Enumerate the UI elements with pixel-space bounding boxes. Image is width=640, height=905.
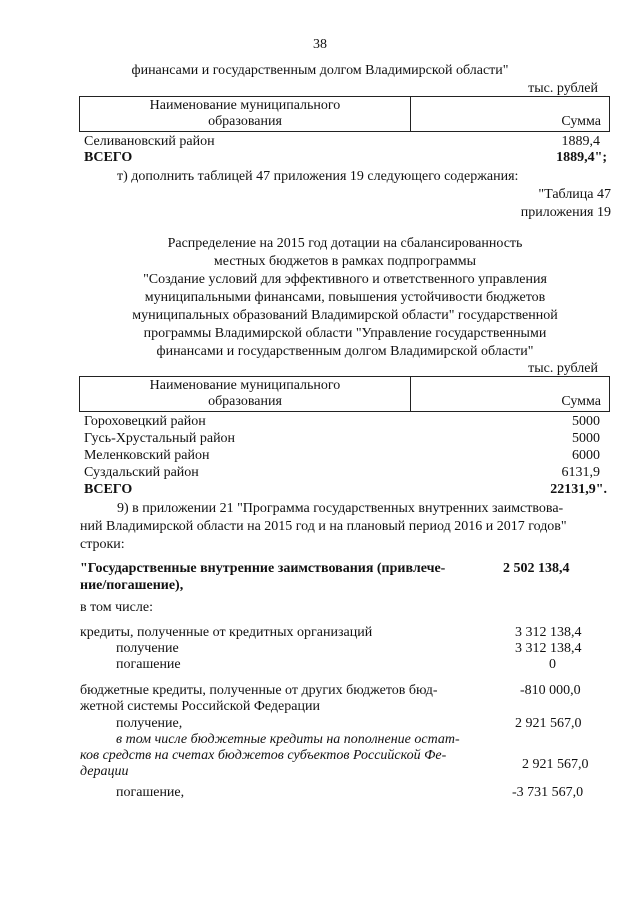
header-name-line2: образования xyxy=(208,114,282,129)
total-value: 1889,4"; xyxy=(556,150,607,165)
header-sum: Сумма xyxy=(561,114,601,129)
row-value: 6000 xyxy=(572,448,600,463)
borrow-head-line2: ние/погашение), xyxy=(80,578,184,593)
budget-receipt-label: получение, xyxy=(116,716,183,731)
table-header xyxy=(79,376,610,412)
table47-line1: "Таблица 47 xyxy=(538,187,611,202)
para9-line1: 9) в приложении 21 "Программа государственных внутренних заимствова- xyxy=(117,501,564,516)
total-label: ВСЕГО xyxy=(84,150,133,165)
row-name: Меленковский район xyxy=(84,448,210,463)
row-name: Гороховецкий район xyxy=(84,414,206,429)
italic-line2: ков средств на счетах бюджетов субъектов Российской Фе- xyxy=(80,748,447,763)
title-line: муниципальных образований Владимирской области" государственной xyxy=(132,308,558,323)
title-continuation: финансами и государственным долгом Владимирской области" xyxy=(131,63,509,78)
receipt-label: получение xyxy=(116,641,179,656)
row-name: Суздальский район xyxy=(84,465,199,480)
table47-line2: приложения 19 xyxy=(520,205,611,220)
table-header xyxy=(79,96,610,132)
row-name: Селивановский район xyxy=(84,134,215,149)
row-value: 6131,9 xyxy=(561,465,600,480)
para9-line2: ний Владимирской области на 2015 год и на плановый период 2016 и 2017 годов" xyxy=(80,519,567,534)
budget-receipt-value: 2 921 567,0 xyxy=(515,716,582,731)
header-name-line1: Наименование муниципального xyxy=(149,378,341,393)
row-value: 5000 xyxy=(572,414,600,429)
borrow-head-value: 2 502 138,4 xyxy=(503,561,570,576)
credits-value: 3 312 138,4 xyxy=(515,625,582,640)
repay-label: погашение xyxy=(116,657,181,672)
repay-value: 0 xyxy=(549,657,556,672)
budget-credits-value: -810 000,0 xyxy=(520,683,581,698)
italic-value: 2 921 567,0 xyxy=(522,757,589,772)
italic-line1: в том числе бюджетные кредиты на пополнение остат- xyxy=(116,732,460,747)
title-line: "Создание условий для эффективного и ответственного управления xyxy=(143,272,547,287)
title-line: местных бюджетов в рамках подпрограммы xyxy=(213,254,477,269)
header-sum: Сумма xyxy=(561,394,601,409)
total-value: 22131,9". xyxy=(550,482,607,497)
title-line: Распределение на 2015 год дотации на сбалансированность xyxy=(167,236,523,251)
unit-label: тыс. рублей xyxy=(528,81,598,96)
row-value: 5000 xyxy=(572,431,600,446)
budget-credits-line2: жетной системы Российской Федерации xyxy=(80,699,320,714)
budget-repay-label: погашение, xyxy=(116,785,185,800)
para9-line3: строки: xyxy=(80,537,125,552)
page-number: 38 xyxy=(313,37,327,52)
title-line: муниципальными финансами, повышения устойчивости бюджетов xyxy=(144,290,546,305)
budget-credits-line1: бюджетные кредиты, полученные от других бюджетов бюд- xyxy=(80,683,438,698)
italic-line3: дерации xyxy=(80,764,129,779)
borrow-head-line1: "Государственные внутренние заимствования (привлече- xyxy=(80,561,446,576)
header-name-line1: Наименование муниципального xyxy=(149,98,341,113)
row-value: 1889,4 xyxy=(561,134,600,149)
header-name-line2: образования xyxy=(208,394,282,409)
unit-label: тыс. рублей xyxy=(528,361,598,376)
credits-label: кредиты, полученные от кредитных организаций xyxy=(80,625,373,640)
receipt-value: 3 312 138,4 xyxy=(515,641,582,656)
instruction-t: т) дополнить таблицей 47 приложения 19 следующего содержания: xyxy=(117,169,519,184)
total-label: ВСЕГО xyxy=(84,482,133,497)
row-name: Гусь-Хрустальный район xyxy=(84,431,236,446)
title-line: финансами и государственным долгом Владимирской области" xyxy=(156,344,534,359)
in-that-number: в том числе: xyxy=(80,600,153,615)
title-line: программы Владимирской области "Управление государственными xyxy=(143,326,547,341)
budget-repay-value: -3 731 567,0 xyxy=(512,785,584,800)
